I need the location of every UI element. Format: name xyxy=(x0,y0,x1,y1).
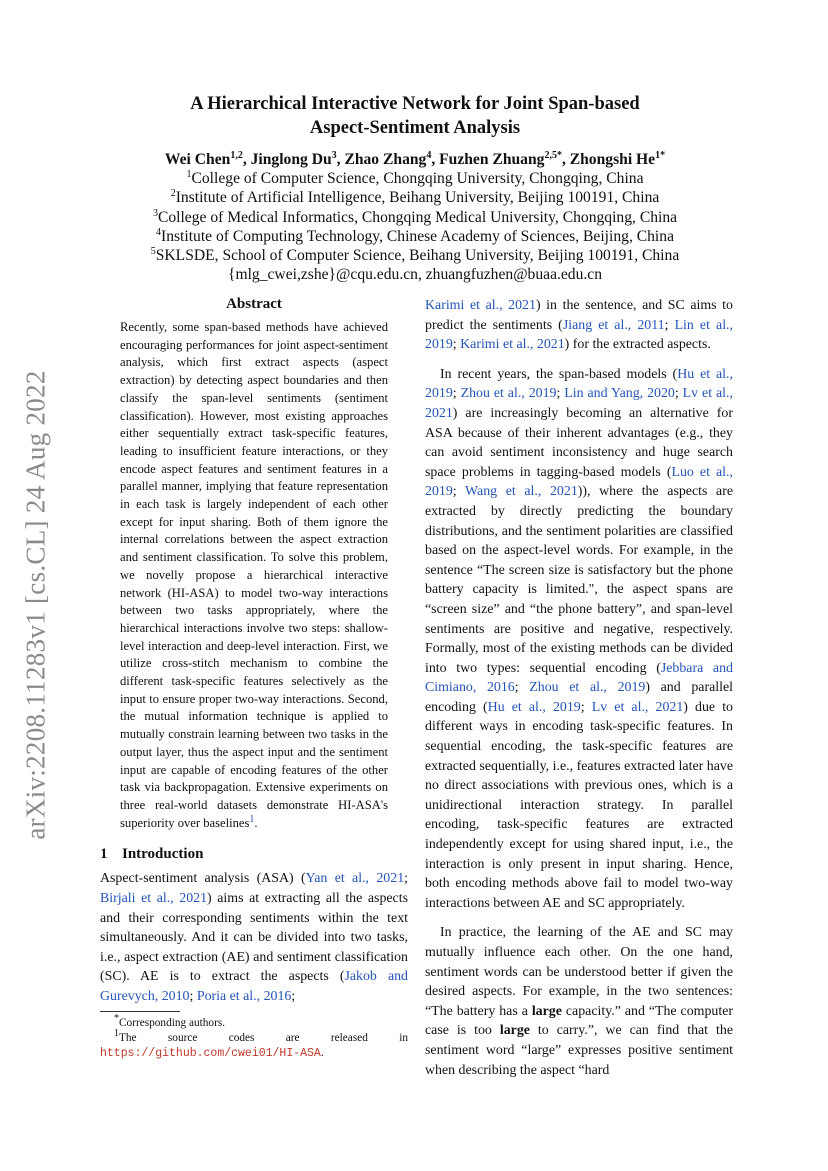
citation-link[interactable]: Jebbara and Cimiano, 2016 xyxy=(425,660,733,696)
title-line-1: A Hierarchical Interactive Network for Joint Span-based xyxy=(190,94,640,114)
citation-link[interactable]: Hu et al., 2019 xyxy=(425,366,733,402)
affiliation-5: $^5$SKLSDE, School of Computer Science, Beihang University, Beijing 100191, China xyxy=(150,246,680,265)
citation-link[interactable]: Lin and Yang, 2020 xyxy=(564,386,675,402)
author: Jinglong Du$^3$, xyxy=(250,149,345,168)
intro-paragraph-1-cont: Karimi et al., 2021) in the sentence, and SC aims to predict the sentiments (Jiang et al., 2011; Lin et al., 2019; Karimi et al., 2021) for the extracted aspects. xyxy=(425,298,733,353)
section-number: 1 xyxy=(100,846,108,863)
source-code-link[interactable]: https://github.com/cwei01/HI-ASA xyxy=(100,1046,321,1060)
arxiv-identifier-text: arXiv:2208.11283v1 [cs.CL] 24 Aug 2022 xyxy=(20,370,51,840)
author: Zhao Zhang$^4$, xyxy=(344,149,440,168)
citation-link[interactable]: Yan et al., 2021 xyxy=(305,871,405,887)
citation-link[interactable]: Jiang et al., 2011 xyxy=(562,317,665,333)
footnote-corresponding: *Corresponding authors. xyxy=(114,1012,226,1029)
citation-link[interactable]: Karimi et al., 2021 xyxy=(425,298,536,313)
arxiv-identifier xyxy=(16,355,56,855)
section-title: Introduction xyxy=(122,846,204,863)
citation-link[interactable]: Zhou et al., 2019 xyxy=(460,386,557,402)
citation-link[interactable]: Karimi et al., 2021 xyxy=(460,337,565,353)
citation-link[interactable]: Lv et al., 2021 xyxy=(591,699,684,715)
citation-link[interactable]: Lin et al., 2019 xyxy=(425,317,733,353)
abstract-heading: Abstract xyxy=(226,296,282,312)
footnote-source-code: $^1$The source codes are released in https://github.com/cwei01/HI-ASA. xyxy=(100,1027,408,1060)
affiliation-2: $^2$Institute of Artificial Intelligence, Beihang University, Beijing 100191, China xyxy=(170,188,660,207)
footnote-rule xyxy=(100,1011,180,1012)
intro-paragraph-2: In recent years, the span-based models (Hu et al., 2019; Zhou et al., 2019; Lin and Yang, 2020; Lv et al., 2021) are increasingly becoming an alternative for ASA because of their inherent advantages (e.g., they can avoid sentiment inconsistency and huge search space problems in tagging-based models (Luo et al., 2019; Wang et al., 2021)), where the aspects are extracted by directly predicting the boundary distributions, and the sentiment polarities are classified based on the aspect-level words. For example, in the sentence “The screen size is satisfactory but the phone battery capacity is limited.", the aspect spans are “screen size” and “the phone battery”, and span-level sentiments are positive and negative, respectively. Formally, most of the existing methods can be divided into two types: sequential encoding (Jebbara and Cimiano, 2016; Zhou et al., 2019) and parallel encoding (Hu et al., 2019; Lv et al., 2021) due to different ways in encoding task-specific features. In sequential encoding, the task-specific features are extracted sequentially, i.e., features extracted later have no direct associations with previous ones, which is a unidirectional interaction strategy. In parallel encoding, task-specific features are extracted independently except for using shared input, i.e., the interaction is only present in input sharing. Hence, both encoding methods above fail to model two-way interactions between AE and SC appropriately. xyxy=(425,366,733,911)
citation-link[interactable]: Jakob and Gurevych, 2010 xyxy=(100,969,408,1004)
emphasis-word: large xyxy=(499,1023,530,1039)
title-block xyxy=(100,92,730,285)
intro-paragraph-3: In practice, the learning of the AE and SC may mutually influence each other. On the one hand, sentiment words can be understood better if given the desired aspects. For example, in the two sentences: “The battery has a large capacity.” and “The computer case is too large to carry.”, we can find that the sentiment word “large” expresses positive sentiment when describing the aspect “hard xyxy=(425,925,734,1078)
left-column xyxy=(100,296,408,1061)
author: Zhongshi $He^{1*}$ xyxy=(569,149,666,168)
affiliation-1: $^1$College of Computer Science, Chongqing University, Chongqing, China xyxy=(186,168,644,187)
author: Fuzhen Zhuang$^{2,5*}$, xyxy=(439,149,570,168)
abstract-body: Recently, some span-based methods have achieved encouraging performances for joint aspect-sentiment analysis, which first extract aspects (aspect extraction) by detecting aspect boundaries and then classify the span-level sentiments (sentiment classification). However, most existing approaches either sequentially extract task-specific features, leading to insufficient feature interactions, or they encode aspect features and sentiment features in a parallel manner, implying that feature representation in each task is largely independent of each other except for input sharing. Both of them ignore the internal correlations between the aspect extraction and sentiment classification. To solve this problem, we novelly propose a hierarchical interactive network (HI-ASA) to model two-way interactions between two tasks appropriately, where the hierarchical interactions involve two steps: shallow-level interaction and deep-level interaction. First, we utilize cross-stitch mechanism to combine the different task-specific features selectively as the input to ensure proper two-way interactions. Second, the mutual information technique is applied to mutually constrain learning between two tasks in the output layer, thus the aspect input and the sentiment input are capable of encoding features of the other task via backpropagation. Extensive experiments on three real-world datasets demonstrate HI-ASA's superiority over baselines$^1$. xyxy=(120,320,388,830)
citation-link[interactable]: Birjali et al., 2021 xyxy=(100,890,208,906)
affiliation-3: $^3$College of Medical Informatics, Chongqing Medical University, Chongqing, China xyxy=(152,207,678,226)
intro-paragraph-1: Aspect-sentiment analysis (ASA) (Yan et al., 2021; Birjali et al., 2021) aims at extracting all the aspects and their corresponding sentiments within the text simultaneously. And it can be divided into two tasks, i.e., aspect extraction (AE) and sentiment classification (SC). AE is to extract the aspects (Jakob and Gurevych, 2010; Poria et al., 2016; xyxy=(100,871,408,1004)
citation-link[interactable]: Lv et al., 2021 xyxy=(425,386,733,421)
right-column xyxy=(425,296,733,1080)
author-emails: {mlg_cwei,zshe}@cqu.edu.cn, zhuangfuzhen@buaa.edu.cn xyxy=(227,266,603,284)
citation-link[interactable]: Poria et al., 2016 xyxy=(196,988,292,1004)
emphasis-word: large xyxy=(531,1003,562,1019)
citation-link[interactable]: Hu et al., 2019 xyxy=(487,699,581,715)
citation-link[interactable]: Luo et al., 2019 xyxy=(425,464,733,500)
citation-link[interactable]: Zhou et al., 2019 xyxy=(529,680,646,696)
author-list xyxy=(100,150,730,169)
section-heading-introduction xyxy=(100,846,408,863)
affiliation-4: $^4$Institute of Computing Technology, Chinese Academy of Sciences, Beijing, China xyxy=(156,226,674,245)
citation-link[interactable]: Wang et al., 2021 xyxy=(465,484,578,500)
title-line-2: Aspect-Sentiment Analysis xyxy=(309,118,521,138)
footnote-ref[interactable]: 1 xyxy=(249,813,255,825)
paper-title xyxy=(100,92,730,140)
author: Wei Chen$^{1,2}$, xyxy=(164,149,251,168)
